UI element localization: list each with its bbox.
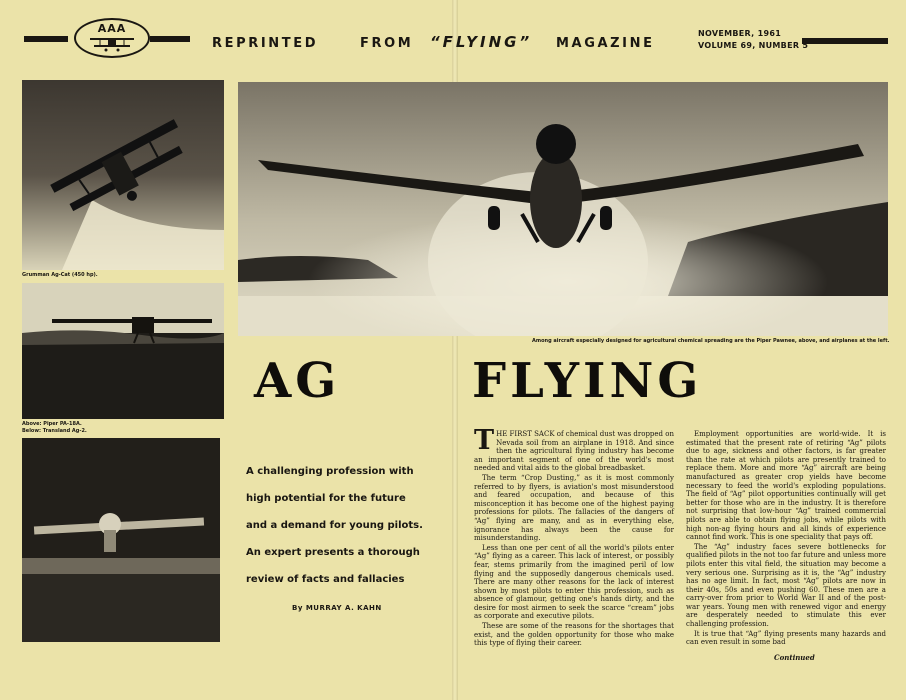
deck-line-2: high potential for the future (246, 493, 406, 504)
photo-piper-pawnee (238, 82, 888, 336)
caption-piper (22, 421, 87, 435)
headline-flying: FLYING (472, 353, 703, 409)
masthead-word-3: “FLYING” (430, 33, 533, 51)
issue-info (698, 28, 808, 52)
article-paragraph: THE FIRST SACK of chemical dust was dropped on Nevada soil from an airplane in 1918. And since then the agricultural flying industry has become an important segment of one of the world's most needed and vital aids to the global breadbasket. (474, 425, 674, 473)
biplane-photo-icon (22, 80, 224, 270)
article-paragraph: It is true that “Ag” flying presents many hazards and can even result in some bad (686, 629, 886, 647)
photo-transland-ag2 (22, 438, 220, 642)
masthead-word-1: REPRINTED (212, 36, 319, 51)
article-column-1 (474, 425, 674, 649)
continued-label: Continued (774, 653, 815, 662)
article-paragraph: Less than one per cent of all the world's pilots enter “Ag” flying as a career. This lack of interest, or possibly fear, stems primarily from the imagined peril of low flying and the supposedly dangerous chemicals used. There are many other reasons for the lack of interest shown by most pilots to enter this profession, such as absence of glamour, getting one's hands dirty, and the desire for most airmen to seek the scarce “cream” jobs as corporate and executive pilots. (474, 543, 674, 621)
deck-subtitle (246, 458, 441, 593)
masthead-word-2: FROM (360, 36, 414, 51)
deck-line-4: An expert presents a thorough (246, 547, 420, 558)
article-paragraph: These are some of the reasons for the shortages that exist, and the golden opportunity for those who make this type of flying their career. (474, 622, 674, 648)
caption-pawnee: Among aircraft especially designed for agricultural chemical spreading are the Piper Pawnee, above, and airplanes at the left. (532, 338, 890, 344)
headline-ag: AG (254, 353, 341, 409)
article-paragraph: The “Ag” industry faces severe bottlenecks for qualified pilots in the not too far future and unless more pilots enter this vital field, the situation may become a very serious one. Surprising as it is, the “Ag” industry has no age limit. In fact, most “Ag” pilots are now in their 40s, 50s and even pushing 60. These men are a carry-over from prior to World War II and of the post-war years. Young men with renewed vigor and energy are desperately needed to stimulate this ever challenging profession. (686, 542, 886, 629)
caption-transland-below: Below: Transland Ag-2. (22, 428, 87, 434)
low-wing-photo-icon (22, 438, 220, 642)
article-column-2 (686, 430, 886, 648)
biplane-logo-icon (86, 36, 138, 52)
header-rule-left-1 (24, 36, 68, 42)
caption-piper-above: Above: Piper PA-18A. (22, 421, 82, 427)
deck-line-5: review of facts and fallacies (246, 574, 405, 585)
article-paragraph: Employment opportunities are world-wide. It is estimated that the present rate of retiring “Ag” pilots due to age, sickness and other factors, is far greater than the rate at which pilots are presently trained to replace them. More and more “Ag” aircraft are being manufactured as greater crop yields have become necessary to feed the world's exploding populations. The field of “Ag” pilot opportunities continually will get better for those who are in the industry. It is therefore not surprising that low-hour “Ag” trained commercial pilots are able to obtain flying jobs, while pilots with high non-ag flying hours and all kinds of experience cannot find work. This is one speciality that pays off. (686, 430, 886, 542)
byline: By MURRAY A. KAHN (292, 604, 382, 612)
drop-cap: T (474, 425, 495, 456)
header-rule-left-2 (150, 36, 190, 42)
deck-line-3: and a demand for young pilots. (246, 520, 423, 531)
issue-date: NOVEMBER, 1961 (698, 29, 782, 38)
pawnee-photo-icon (238, 82, 888, 336)
logo-text: AAA (97, 22, 127, 35)
photo-grumman-ag-cat (22, 80, 224, 270)
deck-line-1: A challenging profession with (246, 466, 414, 477)
header-rule-right (802, 38, 888, 44)
article-paragraph: The term “Crop Dusting,” as it is most commonly referred to by flyers, is aviation's most misunderstood and feared occupation, and because of this misconception it has become one of the highest paying professions for pilots. The fallacies of the dangers of “Ag” flying are many, and as in everything else, ignorance has always been the cause for misunderstanding. (474, 473, 674, 543)
caption-grumman: Grumman Ag-Cat (450 hp). (22, 272, 98, 278)
masthead-word-4: MAGAZINE (556, 36, 655, 51)
photo-piper-pa18a (22, 283, 224, 419)
aaa-logo (74, 18, 150, 58)
monoplane-photo-icon (22, 283, 224, 419)
issue-volume: VOLUME 69, NUMBER 5 (698, 41, 809, 50)
